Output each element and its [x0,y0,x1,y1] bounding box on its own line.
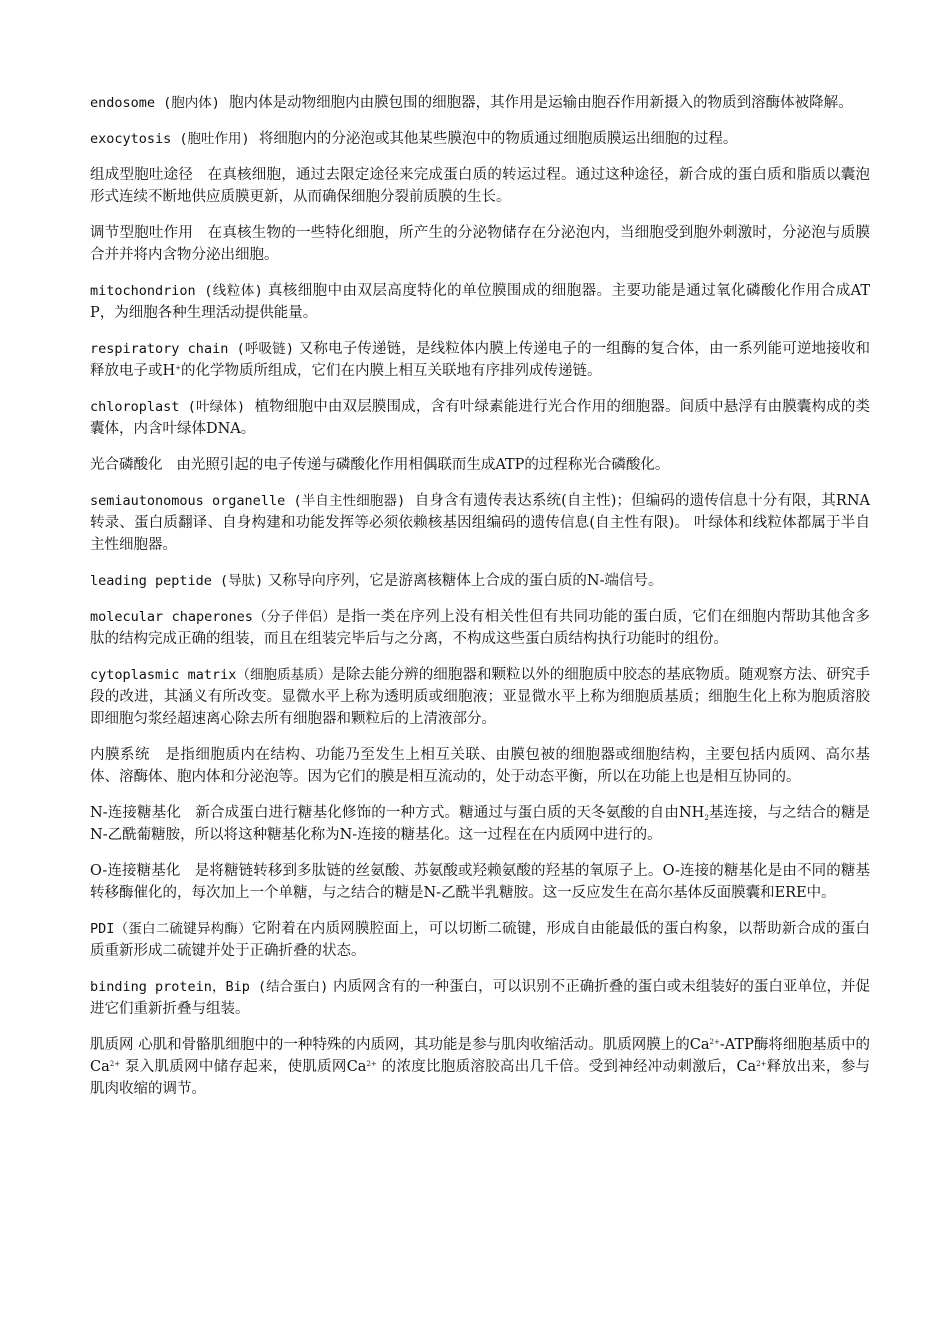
entry-semiautonomous-organelle [90,490,870,556]
calcium-ion-superscript: 2+ [709,1038,720,1046]
entry-exocytosis [90,128,870,150]
calcium-ion-superscript: 2+ [109,1060,121,1068]
term-leading-peptide: leading peptide (导肽) [90,573,264,589]
term-mitochondrion: mitochondrion (线粒体) [90,283,263,299]
term-cytoplasmic-matrix: cytoplasmic matrix（细胞质基质） [90,667,332,683]
definition-molecular-chaperones: 是指一类在序列上没有相关性但有共同功能的蛋白质，它们在细胞内帮助其他含多肽的结构完成正确的组装，而且在组装完毕后与之分离，不构成这些蛋白质结构执行功能时的组份。 [90,609,870,647]
entry-sarcoplasmic-reticulum [90,1034,870,1100]
definition-respiratory-chain-part-2: 的化学物质所组成，它们在内膜上相互关联地有序排列成传递链。 [181,363,602,379]
definition-sarcoplasmic-reticulum-part-2: -ATP酶将细胞基质中的Ca [90,1037,871,1075]
entry-constitutive-exocytosis [90,164,870,208]
entry-respiratory-chain [90,338,870,382]
definition-o-linked-glycosylation: 是将糖链转移到多肽链的丝氨酸、苏氨酸或羟赖氨酸的羟基的氧原子上。O-连接的糖基化是由不同的糖基转移酶催化的，每次加上一个单糖，与之结合的糖是N-乙酰半乳糖胺。这一反应发生在高尔基体反面膜囊和ERE中。 [90,863,870,901]
definition-regulated-exocytosis: 在真核生物的一些特化细胞，所产生的分泌物储存在分泌泡内，当细胞受到胞外刺激时，分泌泡与质膜合并并将内含物分泌出细胞。 [90,225,871,263]
term-regulated-exocytosis: 调节型胞吐作用 [90,225,194,241]
entry-chloroplast [90,396,870,440]
calcium-ion-superscript: 2+ [366,1060,377,1068]
entry-endomembrane-system [90,744,870,788]
entry-binding-protein [90,976,870,1020]
entry-leading-peptide [90,570,870,592]
hydrogen-ion-superscript: + [175,364,182,372]
document-page [90,92,870,1114]
term-molecular-chaperones: molecular chaperones（分子伴侣） [90,609,337,625]
term-endomembrane-system: 内膜系统 [90,747,151,763]
entry-photophosphorylation [90,454,870,476]
definition-endosome: 胞内体是动物细胞内由膜包围的细胞器，其作用是运输由胞吞作用新摄入的物质到溶酶体被降解。 [229,95,853,111]
term-o-linked-glycosylation: O-连接糖基化 [90,863,181,879]
definition-constitutive-exocytosis: 在真核细胞，通过去限定途径来完成蛋白质的转运过程。通过这种途径，新合成的蛋白质和脂质以囊泡形式连续不断地供应质膜更新，从而确保细胞分裂前质膜的生长。 [90,167,871,205]
definition-pdi: 它附着在内质网膜腔面上，可以切断二硫键，形成自由能最低的蛋白构象，以帮助新合成的蛋白质重新形成二硫键并处于正确折叠的状态。 [90,921,870,959]
entry-mitochondrion [90,280,870,324]
definition-sarcoplasmic-reticulum-part-3: 泵入肌质网中储存起来，使肌质网Ca [120,1059,367,1075]
definition-exocytosis: 将细胞内的分泌泡或其他某些膜泡中的物质通过细胞质膜运出细胞的过程。 [258,131,738,147]
term-chloroplast: chloroplast (叶绿体) [90,399,246,415]
definition-respiratory-chain-part-1: 又称电子传递链，是线粒体内膜上传递电子的一组酶的复合体，由一系列能可逆地接收和释放电子或H [90,341,870,379]
term-binding-protein: binding protein，Bip (结合蛋白) [90,979,329,995]
entry-regulated-exocytosis [90,222,870,266]
term-constitutive-exocytosis: 组成型胞吐途径 [90,167,194,183]
entry-o-linked-glycosylation [90,860,870,904]
calcium-ion-superscript: 2+ [756,1060,767,1068]
term-semiautonomous-organelle: semiautonomous organelle (半自主性细胞器) [90,493,406,509]
nh2-subscript: 2 [704,814,709,822]
definition-photophosphorylation: 由光照引起的电子传递与磷酸化作用相偶联而生成ATP的过程称光合磷酸化。 [176,457,670,473]
term-n-linked-glycosylation: N-连接糖基化 [90,805,182,821]
definition-endomembrane-system: 是指细胞质内在结构、功能乃至发生上相互关联、由膜包被的细胞器或细胞结构，主要包括内质网、高尔基体、溶酶体、胞内体和分泌泡等。因为它们的膜是相互流动的，处于动态平衡，所以在功能上也是相互协同的。 [90,747,871,785]
definition-binding-protein: 内质网含有的一种蛋白，可以识别不正确折叠的蛋白或未组装好的蛋白亚单位，并促进它们重新折叠与组装。 [90,979,871,1017]
term-respiratory-chain: respiratory chain (呼吸链) [90,341,294,357]
entry-n-linked-glycosylation [90,802,870,846]
entry-cytoplasmic-matrix [90,664,870,730]
term-endosome: endosome (胞内体) [90,95,220,111]
definition-semiautonomous-organelle: 自身含有遗传表达系统(自主性)；但编码的遗传信息十分有限，其RNA转录、蛋白质翻译、自身构建和功能发挥等必须依赖核基因组编码的遗传信息(自主性有限)。 叶绿体和线粒体都属于半自主性细胞器。 [90,493,870,553]
term-sarcoplasmic-reticulum: 肌质网 [90,1037,134,1053]
term-pdi: PDI（蛋白二硫键异构酶） [90,921,252,937]
definition-chloroplast: 植物细胞中由双层膜围成，含有叶绿素能进行光合作用的细胞器。间质中悬浮有由膜囊构成的类囊体，内含叶绿体DNA。 [90,399,870,437]
entry-molecular-chaperones [90,606,870,650]
definition-sarcoplasmic-reticulum-part-4: 的浓度比胞质溶胶高出几千倍。受到神经冲动刺激后，Ca [376,1059,757,1075]
definition-sarcoplasmic-reticulum-part-1: 心肌和骨骼肌细胞中的一种特殊的内质网，其功能是参与肌肉收缩活动。肌质网膜上的Ca [138,1037,710,1053]
definition-sarcoplasmic-reticulum-part-5: 释放出来，参与肌肉收缩的调节。 [90,1059,870,1097]
definition-mitochondrion: 真核细胞中由双层高度特化的单位膜围成的细胞器。主要功能是通过氧化磷酸化作用合成ATP，为细胞各种生理活动提供能量。 [90,283,870,321]
definition-n-linked-glycosylation-part-2: 基连接，与之结合的糖是N-乙酰葡糖胺，所以将这种糖基化称为N-连接的糖基化。这一过程在在内质网中进行的。 [90,805,870,843]
term-exocytosis: exocytosis (胞吐作用) [90,131,250,147]
definition-leading-peptide: 又称导向序列，它是游离核糖体上合成的蛋白质的N-端信号。 [267,573,663,589]
definition-cytoplasmic-matrix: 是除去能分辨的细胞器和颗粒以外的细胞质中胶态的基底物质。随观察方法、研究手段的改进，其涵义有所改变。显微水平上称为透明质或细胞液；亚显微水平上称为细胞质基质；细胞生化上称为胞质溶胶即细胞匀浆经超速离心除去所有细胞器和颗粒后的上清液部分。 [90,667,870,727]
term-photophosphorylation: 光合磷酸化 [90,457,163,473]
entry-endosome [90,92,870,114]
entry-pdi [90,918,870,962]
definition-n-linked-glycosylation-part-1: 新合成蛋白进行糖基化修饰的一种方式。糖通过与蛋白质的天冬氨酸的自由NH [195,805,705,821]
